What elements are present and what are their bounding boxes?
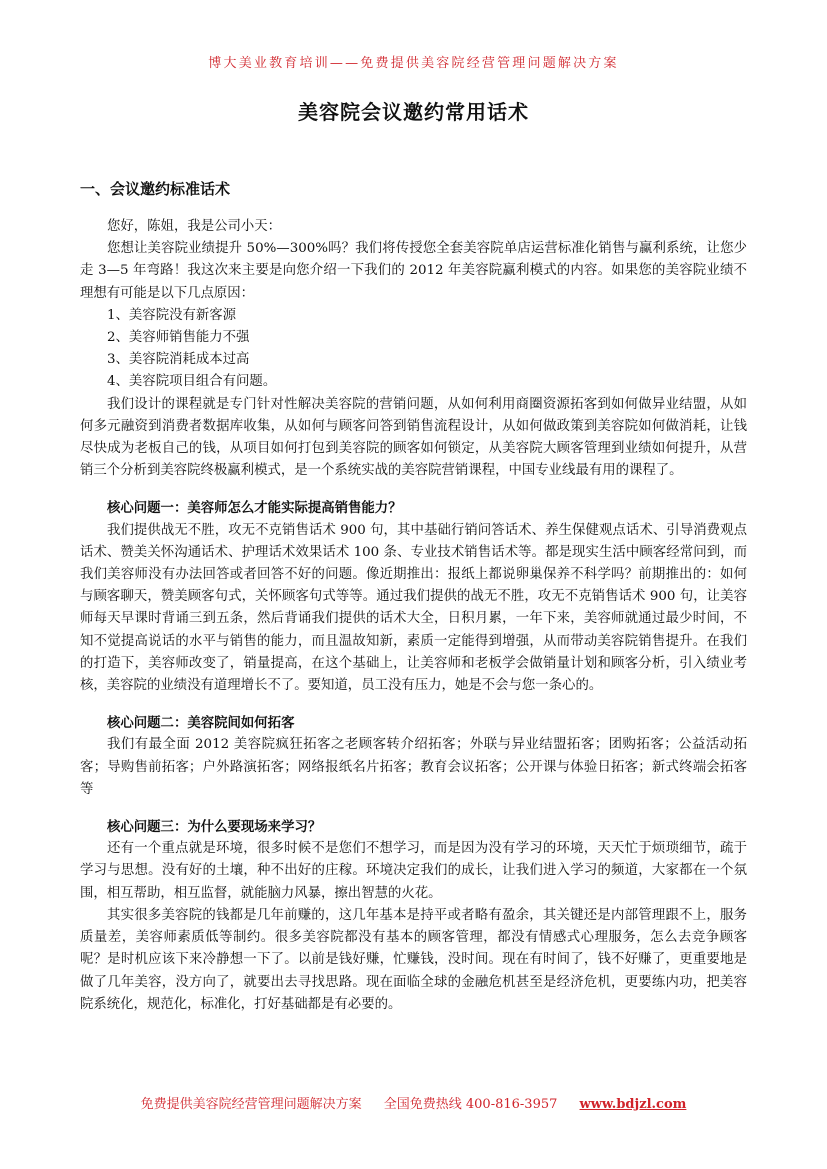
reason-item: 1、美容院没有新客源 [107,307,237,323]
footer-slogan: 免费提供美容院经营管理问题解决方案 [140,1097,362,1112]
greeting: 您好，陈姐，我是公司小天： [107,219,282,234]
question-1-heading: 核心问题一：美容师怎么才能实际提高销售能力？ [107,500,402,517]
page-header: 博大美业教育培训——免费提供美容院经营管理问题解决方案 [208,56,619,71]
question-3-text-2: 其实很多美容院的钱都是几年前赚的，这几年基本是持平或者略有盈余，其关键还是内部管理跟不上，服务质量差，美容师素质低等制约。很多美容院都没有基本的顾客管理，都没有情感式心理服务，怎么去竞争顾客呢？是时机应该下来冷静想一下了。以前是钱好赚，忙赚钱，没时间。现在有时间了，钱不好赚了，更重要地是做了几年美容，没方向了，就要出去寻找思路。现在面临全球的金融危机甚至是经济危机，更要练内功，把美容院系统化，规范化，标准化，打好基础都是有必要的。 [80,907,747,1012]
question-2-heading: 核心问题二：美容院间如何拓客 [107,715,295,732]
page-footer [0,1093,827,1112]
reason-item: 4、美容院项目组合有问题。 [107,374,277,390]
question-3-heading: 核心问题三：为什么要现场来学习？ [107,819,322,836]
page-title: 美容院会议邀约常用话术 [298,100,529,124]
footer-website-link[interactable]: www.bdjzl.com [579,1097,687,1112]
question-1-text: 我们提供战无不胜，攻无不克销售话术 900 句，其中基础行销问答话术、养生保健观点话术、引导消费观点话术、赞美关怀沟通话术、护理话术效果话术 100 条、专业技术销售话术等。都是现实生活中顾客经常问到，而我们美容师没有办法回答或者回答不好的问题。像近期推出：报纸上都说卵巢保养不科学吗？前期推出的：如何与顾客聊天，赞美顾客句式，关怀顾客句式等等。通过我们提供的战无不胜，攻无不克销售话术 900 句，让美容师每天早课时背诵三到五条，然后背诵我们提供的话术大全，日积月累，一年下来，美容师就通过最少时间，不知不觉提高说话的水平与销售的能力，而且温故知新，素质一定能得到增强，从而带动美容院销售提升。在我们的打造下，美容师改变了，销量提高，在这个基础上，让美容师和老板学会做销量计划和顾客分析，引入绩业考核，美容院的业绩没有道理增长不了。要知道，员工没有压力，她是不会与您一条心的。 [80,522,747,694]
question-3-text-1: 还有一个重点就是环境，很多时候不是您们不想学习，而是因为没有学习的环境，天天忙于烦琐细节，疏于学习与思想。没有好的土壤，种不出好的庄稼。环境决定我们的成长，让我们进入学习的频道，大家都在一个氛围，相互帮助，相互监督，就能脑力风暴，擦出智慧的火花。 [80,841,747,901]
document-body [80,178,747,1016]
reason-item: 3、美容院消耗成本过高 [107,352,250,368]
reason-item: 2、美容师销售能力不强 [107,330,250,346]
course-paragraph: 我们设计的课程就是专门针对性解决美容院的营销问题，从如何利用商圈资源拓客到如何做异业结盟，从如何多元融资到消费者数据库收集，从如何与顾客问答到销售流程设计，从如何做政策到美容院如何做消耗，让钱尽快成为老板自己的钱，从项目如何打包到美容院的顾客如何锁定，从美容院大顾客管理到业绩如何提升，从营销三个分析到美容院终极赢利模式，是一个系统实战的美容院营销课程，中国专业线最有用的课程了。 [80,396,747,479]
intro-paragraph: 您想让美容院业绩提升 50%—300%吗？我们将传授您全套美容院单店运营标准化销售与赢利系统，让您少走 3—5 年弯路！我这次来主要是向您介绍一下我们的 2012 年美容院赢利模式的内容。如果您的美容院业绩不理想有可能是以下几点原因： [80,241,747,301]
footer-hotline: 全国免费热线 400-816-3957 [383,1097,558,1112]
section-heading: 一、会议邀约标准话术 [80,180,231,198]
question-2-text: 我们有最全面 2012 美容院疯狂拓客之老顾客转介绍拓客；外联与异业结盟拓客；团购拓客；公益活动拓客；导购售前拓客；户外路演拓客；网络报纸名片拓客；教育会议拓客；公开课与体验日拓客；新式终端会拓客等 [80,737,747,797]
